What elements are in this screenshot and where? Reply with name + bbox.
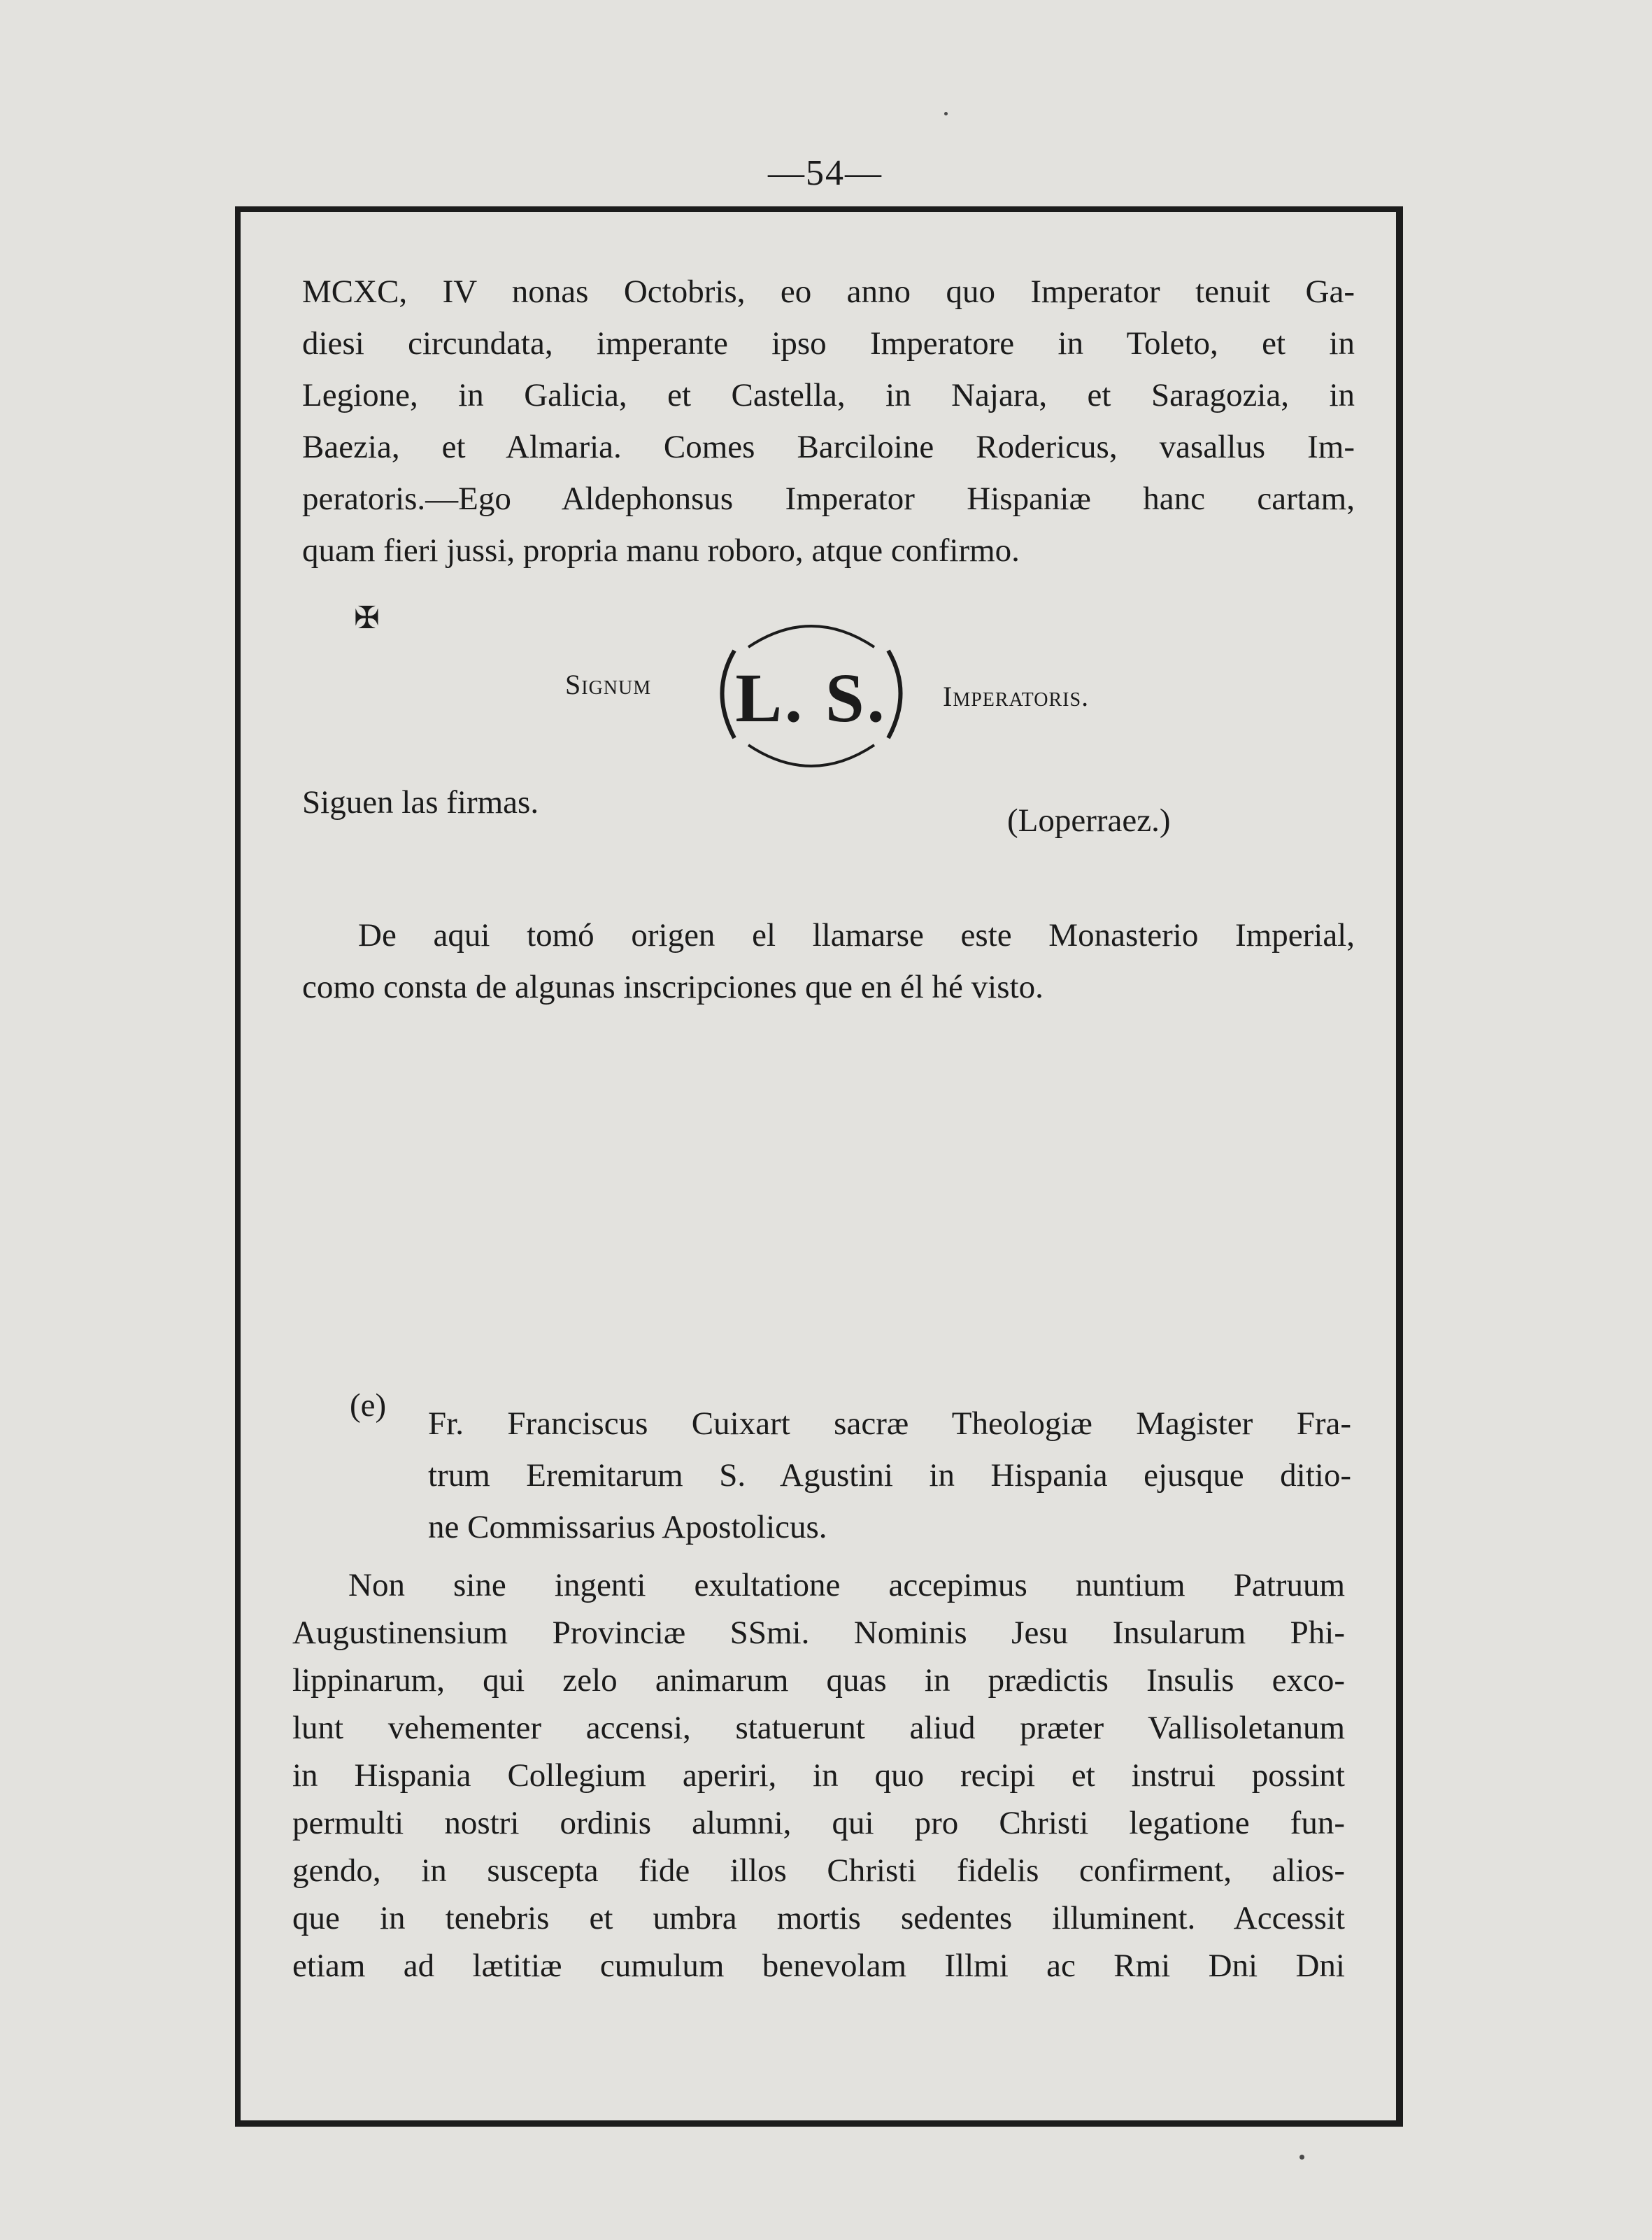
footnote-line: ne Commissarius Apostolicus. — [428, 1509, 827, 1545]
imperatoris-label: Imperatoris. — [943, 681, 1090, 712]
origin-line: como consta de algunas inscripciones que en él hé visto. — [302, 969, 1044, 1005]
body-line: gendo, in suscepta fide illos Christi fidelis confirment, alios- — [292, 1852, 1345, 1889]
charter-line: quam fieri jussi, propria manu roboro, atque confirmo. — [302, 532, 1020, 569]
seal-locus-sigilli — [706, 609, 916, 777]
charter-line: peratoris.—Ego Aldephonsus Imperator Hispaniæ hanc cartam, — [302, 481, 1355, 517]
source-citation: (Loperraez.) — [1007, 802, 1171, 839]
body-line: Augustinensium Provinciæ SSmi. Nominis Jesu Insularum Phi- — [292, 1615, 1345, 1651]
body-line: lunt vehementer accensi, statuerunt aliud præter Vallisoletanum — [292, 1710, 1345, 1746]
signatures-follow-note: Siguen las firmas. — [302, 784, 539, 821]
charter-line: Baezia, et Almaria. Comes Barciloine Rodericus, vasallus Im- — [302, 429, 1355, 465]
origin-line: De aqui tomó origen el llamarse este Monasterio Imperial, — [358, 917, 1355, 954]
body-line: lippinarum, qui zelo animarum quas in prædictis Insulis exco- — [292, 1662, 1345, 1699]
signum-label: Signum — [565, 669, 652, 700]
body-line: in Hispania Collegium aperiri, in quo recipi et instrui possint — [292, 1757, 1345, 1794]
body-line: que in tenebris et umbra mortis sedentes illuminent. Accessit — [292, 1900, 1345, 1936]
footnote-line: Fr. Franciscus Cuixart sacræ Theologiæ Magister Fra- — [428, 1405, 1351, 1442]
body-line: Non sine ingenti exultatione accepimus nuntium Patruum — [348, 1567, 1345, 1603]
footnote-line: trum Eremitarum S. Agustini in Hispania ejusque ditio- — [428, 1457, 1351, 1494]
page-number: —54— — [768, 153, 883, 193]
origin-note — [302, 909, 1355, 1013]
body-text — [292, 1561, 1345, 1990]
charter-line: MCXC, IV nonas Octobris, eo anno quo Imperator tenuit Ga- — [302, 274, 1355, 310]
seal-text: L. S. — [735, 659, 888, 737]
body-line: etiam ad lætitiæ cumulum benevolam Illmi ac Rmi Dni Dni — [292, 1948, 1345, 1984]
charter-text — [302, 266, 1355, 576]
footnote-marker: (e) — [350, 1387, 387, 1424]
scan-speck — [944, 112, 948, 115]
charter-line: Legione, in Galicia, et Castella, in Najara, et Saragozia, in — [302, 377, 1355, 413]
body-line: permulti nostri ordinis alumni, qui pro Christi legatione fun- — [292, 1805, 1345, 1841]
cross-mark: ✠ — [354, 601, 380, 635]
scan-speck — [1299, 2155, 1304, 2160]
charter-line: diesi circundata, imperante ipso Imperatore in Toleto, et in — [302, 325, 1355, 362]
footnote-e — [428, 1398, 1351, 1553]
